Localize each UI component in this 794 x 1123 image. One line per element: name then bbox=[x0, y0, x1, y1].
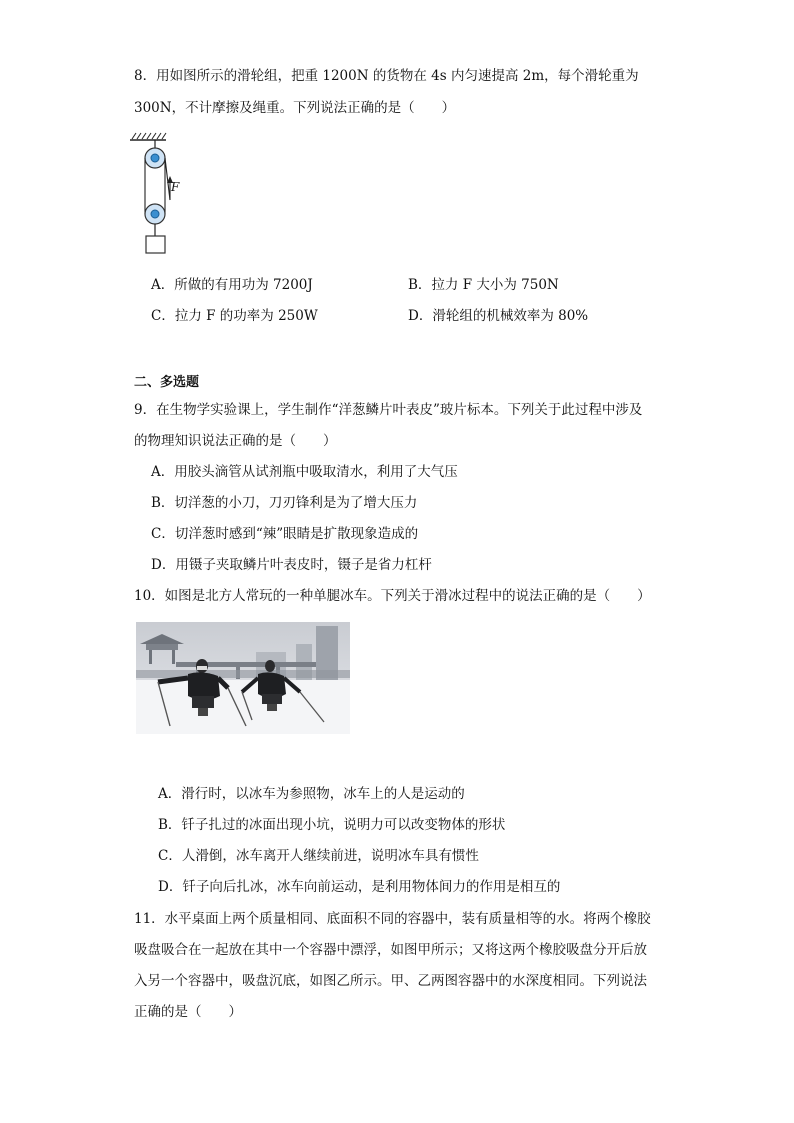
q8-stem-line-2: 300N，不计摩擦及绳重。下列说法正确的是（ ） bbox=[134, 100, 456, 116]
q9-option-a[interactable]: A．用胶头滴管从试剂瓶中吸取清水，利用了大气压 bbox=[151, 464, 458, 480]
q10-stem-line-1: 10．如图是北方人常玩的一种单腿冰车。下列关于滑冰过程中的说法正确的是（ ） bbox=[134, 588, 651, 604]
q8-option-a[interactable]: A．所做的有用功为 7200J bbox=[151, 277, 313, 293]
ice-sled-photo bbox=[136, 622, 350, 734]
q11-stem-line-2: 吸盘吸合在一起放在其中一个容器中漂浮，如图甲所示；又将这两个橡胶吸盘分开后放 bbox=[134, 942, 647, 958]
q8-option-b[interactable]: B．拉力 F 大小为 750N bbox=[408, 277, 559, 293]
q11-stem-line-1: 11．水平桌面上两个质量相同、底面积不同的容器中，装有质量相等的水。将两个橡胶 bbox=[134, 911, 651, 927]
force-label-f: F bbox=[171, 180, 180, 194]
q11-stem-line-3: 入另一个容器中，吸盘沉底，如图乙所示。甲、乙两图容器中的水深度相同。下列说法 bbox=[134, 973, 647, 989]
q9-stem-line-1: 9．在生物学实验课上，学生制作“洋葱鳞片叶表皮”玻片标本。下列关于此过程中涉及 bbox=[134, 402, 643, 418]
q9-option-b[interactable]: B．切洋葱的小刀，刀刃锋利是为了增大压力 bbox=[151, 495, 418, 511]
section-title: 二、多选题 bbox=[134, 375, 200, 390]
q8-option-d[interactable]: D．滑轮组的机械效率为 80% bbox=[408, 308, 589, 324]
q9-option-d[interactable]: D．用镊子夹取鳞片叶表皮时，镊子是省力杠杆 bbox=[151, 557, 432, 573]
q11-stem-line-4: 正确的是（ ） bbox=[134, 1004, 242, 1020]
q10-option-c[interactable]: C．人滑倒，冰车离开人继续前进，说明冰车具有惯性 bbox=[158, 848, 479, 864]
q9-stem-line-2: 的物理知识说法正确的是（ ） bbox=[134, 433, 337, 449]
q10-option-d[interactable]: D．钎子向后扎冰，冰车向前运动，是利用物体间力的作用是相互的 bbox=[158, 879, 561, 895]
q10-option-b[interactable]: B．钎子扎过的冰面出现小坑，说明力可以改变物体的形状 bbox=[158, 817, 506, 833]
q8-option-c[interactable]: C．拉力 F 的功率为 250W bbox=[151, 308, 318, 324]
q8-stem-line-1: 8．用如图所示的滑轮组，把重 1200N 的货物在 4s 内匀速提高 2m，每个滑轮重为 bbox=[134, 68, 639, 84]
q10-option-a[interactable]: A．滑行时，以冰车为参照物，冰车上的人是运动的 bbox=[158, 786, 465, 802]
q9-option-c[interactable]: C．切洋葱时感到“辣”眼睛是扩散现象造成的 bbox=[151, 526, 419, 542]
